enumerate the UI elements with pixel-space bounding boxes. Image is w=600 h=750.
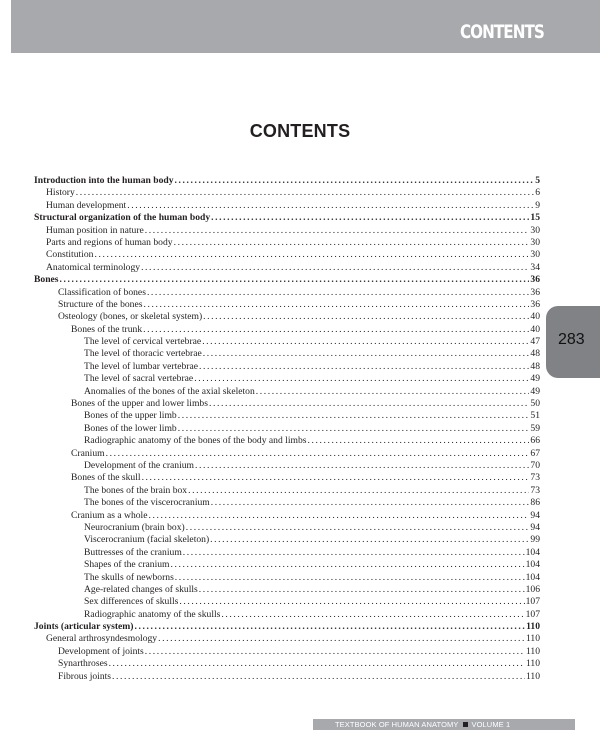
toc-entry-label: The bones of the viscerocranium	[84, 497, 210, 509]
dot-leader	[147, 287, 529, 299]
dot-leader	[175, 175, 535, 187]
toc-entry-label: Radiographic anatomy of the skulls	[84, 608, 221, 620]
toc-entry-page: 110	[525, 670, 540, 682]
toc-entry-page: 106	[525, 583, 540, 595]
toc-entry-page: 104	[525, 546, 540, 558]
dot-leader	[174, 237, 530, 249]
dot-leader	[211, 212, 529, 224]
toc-entry-label: Bones of the skull	[71, 472, 141, 484]
toc-entry-page: 70	[530, 459, 540, 471]
toc-entry-label: The bones of the brain box	[84, 484, 188, 496]
toc-entry-label: Classification of bones	[58, 286, 146, 298]
toc-entry-label: General arthrosyndesmology	[46, 633, 158, 645]
toc-entry	[34, 547, 540, 559]
dot-leader	[178, 423, 530, 435]
dot-leader	[199, 361, 529, 373]
toc-entry-page: 107	[525, 608, 540, 620]
toc-entry-label: The skulls of newborns	[84, 571, 174, 583]
toc-entry	[34, 175, 540, 187]
dot-leader	[127, 200, 534, 212]
toc-entry-page: 6	[535, 187, 540, 199]
toc-entry-page: 99	[530, 534, 540, 546]
toc-entry-page: 110	[525, 658, 540, 670]
toc-entry-label: Buttresses of the cranium	[84, 546, 182, 558]
dot-leader	[145, 646, 525, 658]
dot-leader	[203, 348, 530, 360]
toc-entry-label: Bones of the upper limb	[84, 410, 177, 422]
dot-leader	[143, 299, 529, 311]
dot-leader	[106, 448, 530, 460]
dot-leader	[109, 658, 525, 670]
toc-entry-label: The level of cervical vertebrae	[84, 336, 202, 348]
page-number: 283	[558, 331, 585, 348]
toc-entry-page: 47	[530, 336, 540, 348]
dot-leader	[148, 510, 529, 522]
dot-leader	[202, 336, 529, 348]
toc-entry-label: Anomalies of the bones of the axial skeleton	[84, 385, 255, 397]
toc-entry	[34, 522, 540, 534]
dot-leader	[221, 609, 524, 621]
toc-entry-page: 59	[530, 422, 540, 434]
toc-entry-page: 40	[530, 323, 540, 335]
footer-volume: VOLUME 1	[471, 720, 511, 729]
running-head: CONTENTS	[460, 21, 544, 43]
dot-leader	[112, 671, 525, 683]
toc-entry-page: 110	[525, 633, 540, 645]
toc-entry-label: Radiographic anatomy of the bones of the body and limbs	[84, 435, 307, 447]
toc-entry-page: 50	[530, 398, 540, 410]
toc-entry-page: 104	[525, 571, 540, 583]
toc-entry-page: 30	[530, 236, 540, 248]
toc-entry	[34, 448, 540, 460]
toc-entry-page: 34	[530, 261, 540, 273]
toc-entry	[34, 200, 540, 212]
toc-entry	[34, 373, 540, 385]
toc-entry-label: Constitution	[46, 249, 94, 261]
toc-entry	[34, 324, 540, 336]
toc-entry-page: 67	[530, 447, 540, 459]
toc-entry-page: 104	[525, 559, 540, 571]
dot-leader	[143, 324, 529, 336]
toc-entry-page: 30	[530, 249, 540, 261]
toc-entry-label: Parts and regions of human body	[46, 236, 173, 248]
toc-entry-page: 36	[530, 298, 540, 310]
dot-leader	[141, 262, 529, 274]
dot-leader	[175, 572, 525, 584]
toc-entry-label: Structural organization of the human body	[34, 212, 211, 224]
toc-entry-label: Bones of the upper and lower limbs	[71, 398, 208, 410]
dot-leader	[194, 373, 529, 385]
dot-leader	[145, 225, 530, 237]
dot-leader	[158, 633, 525, 645]
footer-text	[335, 719, 510, 730]
header-band	[11, 0, 600, 53]
toc-entry	[34, 212, 540, 224]
toc-entry-label: Human position in nature	[46, 224, 144, 236]
toc-entry	[34, 249, 540, 261]
table-of-contents	[34, 175, 540, 683]
toc-entry	[34, 398, 540, 410]
toc-entry-page: 49	[530, 373, 540, 385]
dot-leader	[179, 596, 524, 608]
toc-entry-page: 36	[530, 286, 540, 298]
toc-entry-page: 73	[530, 472, 540, 484]
toc-entry	[34, 299, 540, 311]
toc-entry-page: 66	[530, 435, 540, 447]
footer-band	[313, 719, 575, 730]
toc-entry	[34, 410, 540, 422]
toc-entry	[34, 336, 540, 348]
toc-entry-label: The level of thoracic vertebrae	[84, 348, 202, 360]
toc-entry-page: 110	[525, 645, 540, 657]
page-number-tab	[546, 306, 600, 378]
toc-entry-label: The level of sacral vertebrae	[84, 373, 194, 385]
toc-entry-page: 107	[525, 596, 540, 608]
toc-entry-page: 110	[526, 621, 540, 633]
toc-entry-page: 73	[530, 484, 540, 496]
toc-entry-label: Bones	[34, 274, 59, 286]
toc-entry	[34, 559, 540, 571]
toc-entry	[34, 609, 540, 621]
toc-entry-label: The level of lumbar vertebrae	[84, 360, 199, 372]
toc-entry-label: Bones of the trunk	[71, 323, 143, 335]
toc-entry-label: Sex differences of skulls	[84, 596, 179, 608]
toc-entry-label: Cranium as a whole	[71, 509, 148, 521]
toc-entry	[34, 534, 540, 546]
toc-entry-label: Structure of the bones	[58, 298, 143, 310]
toc-entry	[34, 225, 540, 237]
toc-entry-page: 48	[530, 348, 540, 360]
toc-entry-page: 48	[530, 360, 540, 372]
toc-entry-page: 30	[530, 224, 540, 236]
dot-leader	[142, 472, 530, 484]
toc-entry-label: Neurocranium (brain box)	[84, 521, 185, 533]
dot-leader	[60, 274, 530, 286]
toc-entry-label: Viscerocranium (facial skeleton)	[84, 534, 210, 546]
toc-entry	[34, 348, 540, 360]
toc-entry-page: 94	[530, 509, 540, 521]
toc-entry-label: History	[46, 187, 75, 199]
toc-entry	[34, 386, 540, 398]
dot-leader	[203, 311, 529, 323]
toc-entry-page: 86	[530, 497, 540, 509]
toc-entry-label: Development of joints	[58, 645, 144, 657]
toc-entry	[34, 423, 540, 435]
toc-entry	[34, 584, 540, 596]
footer-book-title: TEXTBOOK OF HUMAN ANATOMY	[335, 720, 459, 729]
toc-entry	[34, 621, 540, 633]
toc-entry-label: Anatomical terminology	[46, 261, 141, 273]
toc-entry	[34, 633, 540, 645]
dot-leader	[134, 621, 525, 633]
toc-entry	[34, 485, 540, 497]
toc-entry	[34, 361, 540, 373]
dot-leader	[188, 485, 529, 497]
toc-entry	[34, 460, 540, 472]
toc-entry-label: Synarthroses	[58, 658, 108, 670]
toc-entry-label: Human development	[46, 199, 127, 211]
toc-entry-label: Shapes of the cranium	[84, 559, 170, 571]
toc-entry-page: 5	[535, 175, 540, 186]
toc-entry-label: Bones of the lower limb	[84, 422, 177, 434]
toc-entry-label: Age-related changes of skulls	[84, 583, 198, 595]
toc-entry	[34, 510, 540, 522]
dot-leader	[210, 534, 529, 546]
toc-entry-label: Development of the cranium	[84, 459, 195, 471]
toc-entry-label: Joints (articular system)	[34, 621, 134, 633]
dot-leader	[199, 584, 525, 596]
toc-entry-page: 9	[535, 199, 540, 211]
square-separator-icon	[463, 722, 468, 727]
dot-leader	[186, 522, 530, 534]
toc-entry	[34, 187, 540, 199]
toc-entry	[34, 497, 540, 509]
page-title: CONTENTS	[249, 121, 351, 141]
toc-entry-label: Fibrous joints	[58, 670, 112, 682]
dot-leader	[76, 187, 534, 199]
dot-leader	[178, 410, 530, 422]
dot-leader	[256, 386, 530, 398]
toc-entry	[34, 658, 540, 670]
toc-entry	[34, 287, 540, 299]
toc-entry	[34, 572, 540, 584]
toc-entry	[34, 646, 540, 658]
dot-leader	[94, 249, 529, 261]
toc-entry-label: Cranium	[71, 447, 105, 459]
toc-entry	[34, 671, 540, 683]
toc-entry	[34, 596, 540, 608]
toc-entry-page: 36	[530, 274, 540, 286]
dot-leader	[195, 460, 529, 472]
toc-entry	[34, 237, 540, 249]
toc-entry-page: 51	[530, 410, 540, 422]
dot-leader	[209, 398, 529, 410]
dot-leader	[211, 497, 530, 509]
toc-entry-label: Osteology (bones, or skeletal system)	[58, 311, 203, 323]
toc-entry-page: 94	[530, 521, 540, 533]
toc-entry-page: 49	[530, 385, 540, 397]
toc-entry	[34, 262, 540, 274]
toc-entry	[34, 274, 540, 286]
toc-entry	[34, 435, 540, 447]
toc-entry	[34, 311, 540, 323]
toc-entry-page: 15	[530, 212, 540, 224]
dot-leader	[307, 435, 529, 447]
dot-leader	[183, 547, 525, 559]
toc-entry-label: Introduction into the human body	[34, 175, 174, 186]
toc-entry	[34, 472, 540, 484]
toc-entry-page: 40	[530, 311, 540, 323]
dot-leader	[171, 559, 525, 571]
